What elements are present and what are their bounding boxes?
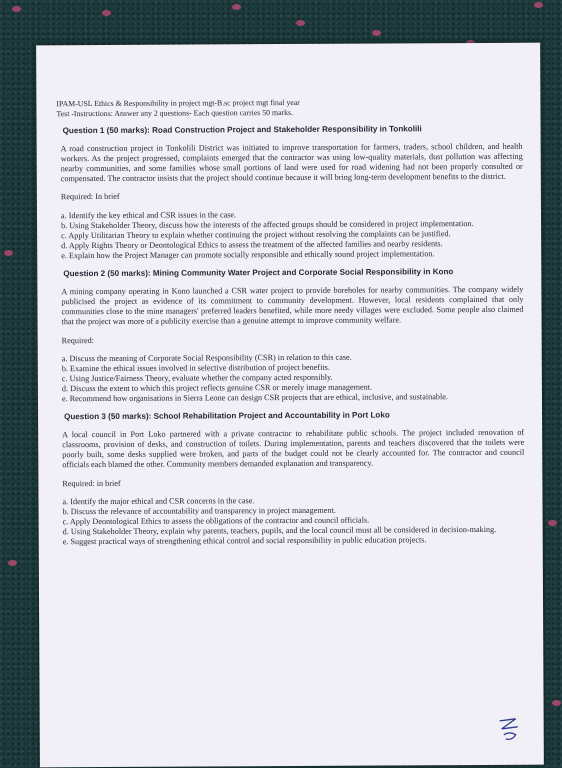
paper-header [56,97,522,118]
header-line-1: IPAM-USL Ethics & Responsibility in project mgt-B.sc project mgt final year [56,97,300,109]
question-3-item-c: c. Apply Deontological Ethics to assess the obligations of the contractor and council officials. [62,515,370,527]
carpet-fleck [102,10,111,16]
question-2-item-e: e. Recommend how organisations in Sierra Leone can design CSR projects that are ethical, inclusive, and sustainable. [61,392,448,404]
question-3 [58,410,525,547]
question-3-scenario: A local council in Port Loko partnered with a private contractor to rehabilitate public schools. The project included renovation of classrooms, provision of desks, and construction of toilets. During implementation, parents and teachers discovered that the toilets were poorly built, some desks supplied were broken, and parts of the budget could not be clearly accounted for. The contractor and council officials each blamed the other. Community members demanded explanation and transparency. [62,427,525,470]
question-2-item-b: b. Examine the ethical issues involved in selective distribution of project benefits. [61,362,330,373]
carpet-fleck [372,30,381,36]
question-2-required-label: Required: [61,335,94,345]
question-1-item-b: b. Using Stakeholder Theory, discuss how the interests of the affected groups should be considered in project implementation. [61,218,474,230]
question-3-item-a: a. Identify the major ethical and CSR concerns in the case. [62,495,255,506]
carpet-fleck [534,2,543,8]
question-3-required-label: Required: in brief [62,478,121,488]
carpet-fleck [4,250,13,256]
question-2-scenario: A mining company operating in Kono launched a CSR water project to provide boreholes for nearby communities. The company widely publicised the project as evidence of its commitment to community development. However, local residents complained that only communities close to the mine managers' preferred leaders benefited, while more needy villages were excluded. Some people also claimed that the project was more of a publicity exercise than a genuine attempt to improve community welfare. [61,284,524,327]
carpet-fleck [552,700,561,706]
question-1-scenario: A road construction project in Tonkolili District was initiated to improve transportation for farmers, traders, school children, and health workers. As the project progressed, complaints emerged that the contractor was using low-quality materials, dust pollution was affecting nearby communities, and some families whose small portions of land were used for road widening had not been properly consulted or compensated. The contractor insists that the project should continue because it will bring long-term development benefits to the district. [60,141,523,184]
carpet-fleck [8,560,17,566]
handwritten-signature [494,715,524,745]
carpet-fleck [12,6,21,12]
carpet-fleck [548,520,557,526]
question-1-item-c: c. Apply Utilitarian Theory to explain whether continuing the project without resolving the complaints can be justified. [61,228,451,240]
question-1-title: Question 1 (50 marks): Road Construction Project and Stakeholder Responsibility in Tonkolili [62,124,422,136]
question-2 [57,267,524,404]
question-1 [57,124,524,261]
question-1-item-d: d. Apply Rights Theory or Deontological Ethics to assess the treatment of the affected families and nearby residents. [61,239,443,251]
question-3-item-e: e. Suggest practical ways of strengthening ethical control and social responsibility in public education projects. [62,535,427,547]
question-1-item-a: a. Identify the key ethical and CSR issues in the case. [60,209,237,220]
carpet-fleck [296,20,305,26]
question-2-title: Question 2 (50 marks): Mining Community Water Project and Corporate Social Responsibility in Kono [63,267,454,279]
question-3-title: Question 3 (50 marks): School Rehabilitation Project and Accountability in Port Loko [64,410,390,422]
question-1-item-e: e. Explain how the Project Manager can promote socially responsible and ethically sound project implementation. [61,249,435,261]
question-2-item-a: a. Discuss the meaning of Corporate Social Responsibility (CSR) in relation to this case. [61,352,352,363]
carpet-fleck [232,4,241,10]
question-2-item-d: d. Discuss the extent to which this project reflects genuine CSR or merely image management. [61,382,373,394]
question-3-item-b: b. Discuss the relevance of accountability and transparency in project management. [62,505,336,516]
question-1-required-label: Required: In brief [60,192,120,202]
question-3-item-d: d. Using Stakeholder Theory, explain why parents, teachers, pupils, and the local council must all be considered in decision-making. [62,524,497,537]
header-line-2: Test -Instructions: Answer any 2 questions- Each question carries 50 marks. [56,107,294,118]
question-2-item-c: c. Using Justice/Fairness Theory, evaluate whether the company acted responsibly. [61,372,333,383]
exam-paper [36,43,544,768]
paper-content [56,97,524,548]
